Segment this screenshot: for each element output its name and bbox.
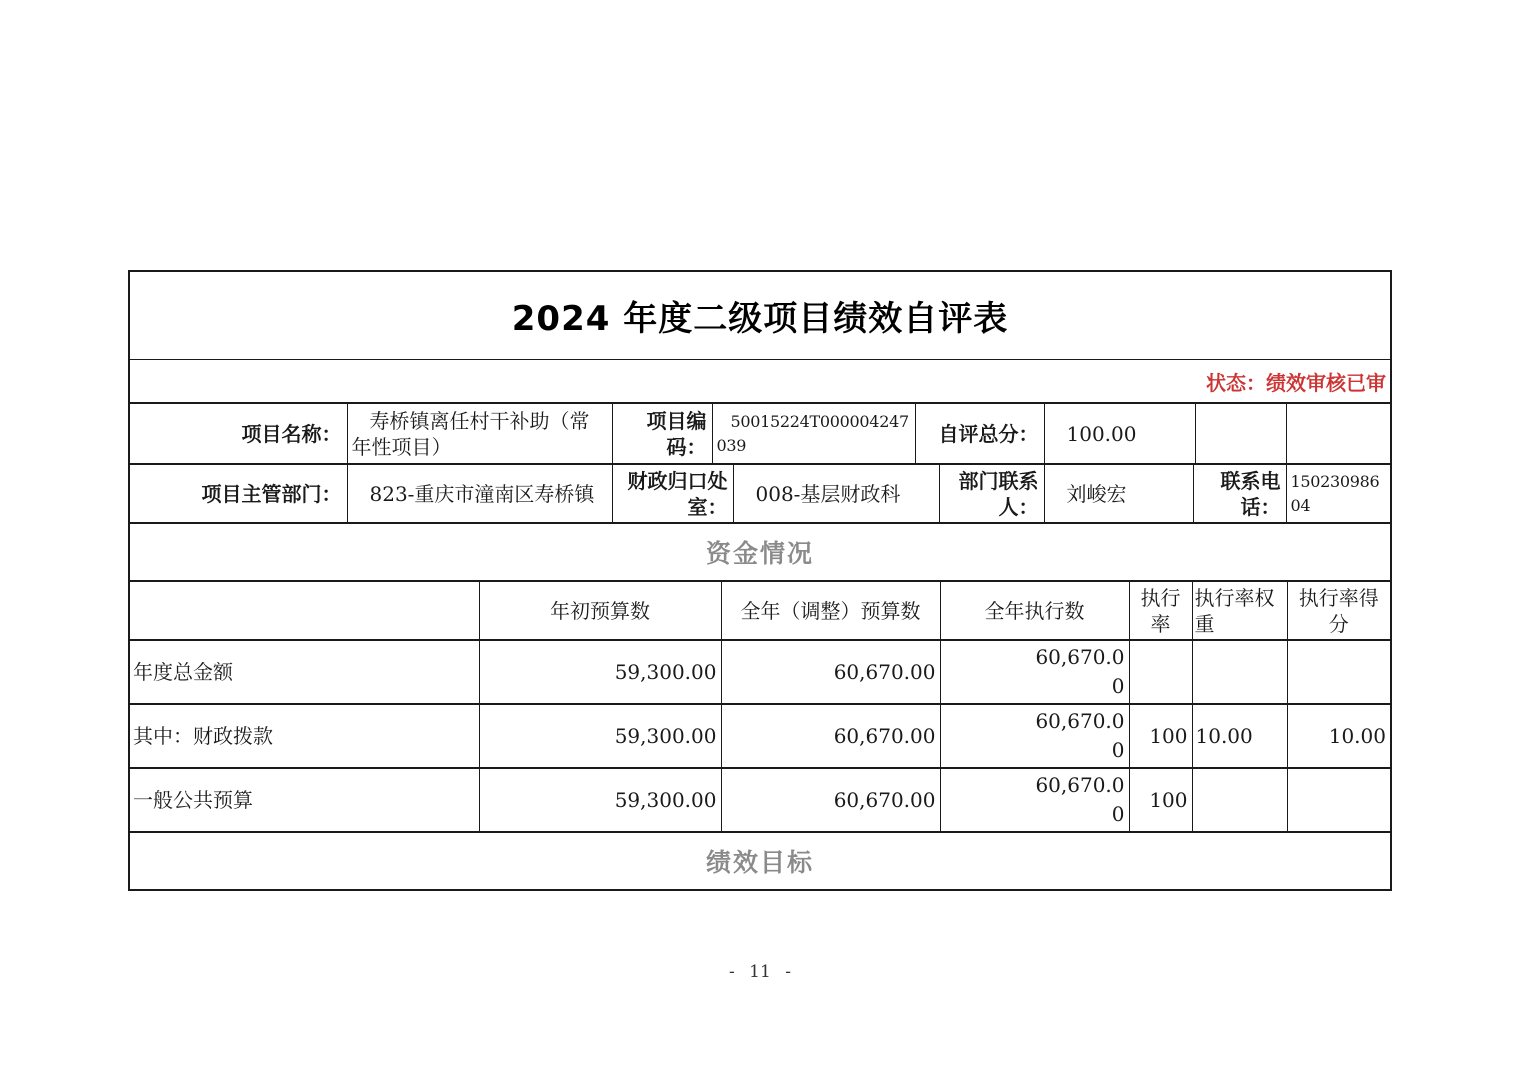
column-header-adjusted-budget: 全年（调整）预算数 bbox=[721, 581, 940, 640]
self-score-value: 100.00 bbox=[1044, 404, 1195, 463]
row-label: 其中：财政拨款 bbox=[130, 704, 479, 768]
executed-value: 60,670.00 bbox=[940, 704, 1129, 768]
row-label: 年度总金额 bbox=[130, 640, 479, 704]
column-header-blank bbox=[130, 581, 479, 640]
status-row bbox=[130, 360, 1390, 404]
rate-weight-value bbox=[1192, 768, 1287, 831]
phone-value: 15023098604 bbox=[1286, 464, 1390, 522]
empty-cell bbox=[1286, 404, 1390, 463]
row-label: 一般公共预算 bbox=[130, 768, 479, 831]
funding-table bbox=[130, 580, 1390, 831]
rate-weight-value: 10.00 bbox=[1192, 704, 1287, 768]
project-name-label: 项目名称： bbox=[241, 421, 342, 446]
project-info-row-1 bbox=[130, 404, 1390, 463]
funding-row-total bbox=[130, 640, 1390, 704]
executed-value: 60,670.00 bbox=[940, 640, 1129, 704]
column-header-initial-budget: 年初预算数 bbox=[479, 581, 721, 640]
rate-score-value bbox=[1287, 768, 1390, 831]
contact-label: 部门联系人： bbox=[939, 464, 1044, 522]
project-info-row-2 bbox=[130, 463, 1390, 522]
page-number: - 11 - bbox=[729, 962, 791, 982]
adjusted-budget-value: 60,670.00 bbox=[721, 704, 940, 768]
initial-budget-value: 59,300.00 bbox=[479, 640, 721, 704]
form-title: 2024 年度二级项目绩效自评表 bbox=[130, 272, 1390, 360]
dept-value: 823-重庆市潼南区寿桥镇 bbox=[347, 464, 612, 522]
executed-value: 60,670.00 bbox=[940, 768, 1129, 831]
contact-value: 刘峻宏 bbox=[1044, 464, 1193, 522]
rate-weight-value bbox=[1192, 640, 1287, 704]
self-score-label: 自评总分： bbox=[915, 404, 1044, 463]
adjusted-budget-value: 60,670.00 bbox=[721, 768, 940, 831]
dept-label: 项目主管部门： bbox=[130, 464, 347, 522]
column-header-rate-score: 执行率得分 bbox=[1287, 581, 1390, 640]
column-header-exec-rate: 执行率 bbox=[1129, 581, 1192, 640]
exec-rate-value: 100 bbox=[1129, 768, 1192, 831]
exec-rate-value bbox=[1129, 640, 1192, 704]
project-name-value: 寿桥镇离任村干补助（常年性项目） bbox=[347, 404, 612, 463]
exec-rate-value: 100 bbox=[1129, 704, 1192, 768]
project-code-value: 50015224T000004247039 bbox=[712, 404, 915, 463]
funding-header-row bbox=[130, 581, 1390, 640]
rate-score-value: 10.00 bbox=[1287, 704, 1390, 768]
phone-label: 联系电话： bbox=[1193, 464, 1286, 522]
column-header-executed: 全年执行数 bbox=[940, 581, 1129, 640]
initial-budget-value: 59,300.00 bbox=[479, 704, 721, 768]
empty-cell bbox=[1195, 404, 1286, 463]
rate-score-value bbox=[1287, 640, 1390, 704]
section-header-funding: 资金情况 bbox=[130, 522, 1390, 580]
column-header-rate-weight: 执行率权重 bbox=[1192, 581, 1287, 640]
status-badge: 状态：绩效审核已审 bbox=[1206, 370, 1386, 395]
project-code-label: 项目编码： bbox=[612, 404, 712, 463]
funding-row-fiscal bbox=[130, 704, 1390, 768]
finance-office-label: 财政归口处室： bbox=[612, 464, 733, 522]
section-header-performance: 绩效目标 bbox=[130, 831, 1390, 889]
adjusted-budget-value: 60,670.00 bbox=[721, 640, 940, 704]
evaluation-form bbox=[128, 270, 1392, 891]
funding-row-public-budget bbox=[130, 768, 1390, 831]
finance-office-value: 008-基层财政科 bbox=[733, 464, 939, 522]
initial-budget-value: 59,300.00 bbox=[479, 768, 721, 831]
